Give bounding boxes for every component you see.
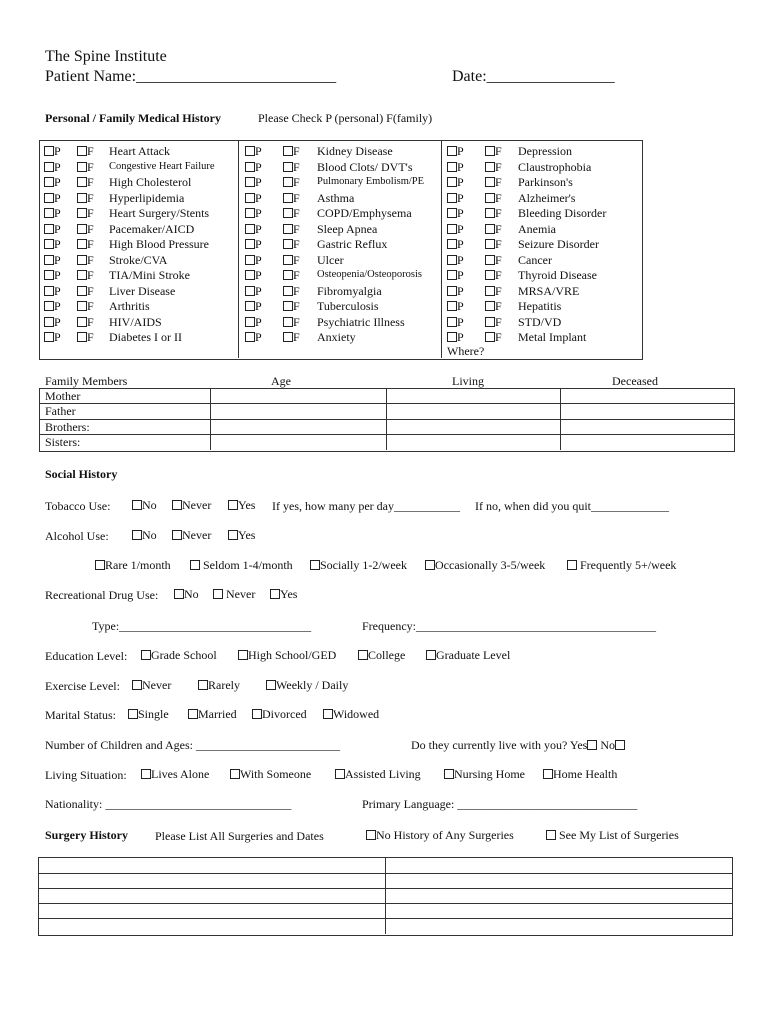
checkbox-icon[interactable] <box>77 332 87 342</box>
condition-label: TIA/Mini Stroke <box>109 268 190 282</box>
checkbox-icon[interactable] <box>485 146 495 156</box>
personal-checkbox[interactable]: P <box>44 175 61 190</box>
family-checkbox[interactable]: F <box>283 206 300 221</box>
personal-checkbox[interactable]: P <box>44 237 61 252</box>
checkbox-icon[interactable] <box>44 177 54 187</box>
condition-label: Pacemaker/AICD <box>109 221 195 236</box>
family-checkbox[interactable]: F <box>485 299 502 314</box>
checkbox-icon[interactable] <box>245 146 255 156</box>
checkbox-icon[interactable] <box>77 208 87 218</box>
family-checkbox[interactable]: F <box>77 268 94 283</box>
personal-checkbox[interactable]: P <box>44 160 61 175</box>
personal-checkbox[interactable]: P <box>447 284 464 299</box>
family-row-brothers: Brothers: <box>45 420 90 434</box>
checkbox-icon[interactable] <box>44 301 54 311</box>
checkbox-icon[interactable] <box>283 317 293 327</box>
family-checkbox[interactable]: F <box>283 268 300 283</box>
checkbox-icon[interactable] <box>228 500 238 510</box>
tobacco-quit-field[interactable]: If no, when did you quit_____________ <box>475 499 669 513</box>
family-checkbox[interactable]: F <box>77 253 94 268</box>
exercise-weekly-option[interactable]: Weekly / Daily <box>266 678 348 693</box>
personal-checkbox[interactable]: P <box>44 206 61 221</box>
condition-label: Hyperlipidemia <box>109 190 185 205</box>
family-checkbox[interactable]: F <box>485 144 502 159</box>
institute-name: The Spine Institute <box>45 48 167 65</box>
marital-divorced-option[interactable]: Divorced <box>252 707 307 722</box>
personal-checkbox[interactable]: P <box>245 330 262 345</box>
drug-yes-option[interactable]: Yes <box>270 587 297 602</box>
checkbox-icon[interactable] <box>283 332 293 342</box>
checkbox-icon[interactable] <box>447 193 457 203</box>
checkbox-icon[interactable] <box>447 255 457 265</box>
condition-label: Liver Disease <box>109 283 176 298</box>
personal-checkbox[interactable]: P <box>245 160 262 175</box>
family-checkbox[interactable]: F <box>77 222 94 237</box>
personal-checkbox[interactable]: P <box>447 315 464 330</box>
checkbox-icon[interactable] <box>366 830 376 840</box>
checkbox-icon[interactable] <box>174 589 184 599</box>
condition-label: Hepatitis <box>518 299 562 313</box>
checkbox-icon[interactable] <box>77 193 87 203</box>
personal-checkbox[interactable]: P <box>447 299 464 314</box>
checkbox-icon[interactable] <box>44 193 54 203</box>
checkbox-icon[interactable] <box>283 177 293 187</box>
language-field[interactable]: Primary Language: ______________________________ <box>362 797 638 811</box>
family-checkbox[interactable]: F <box>77 330 94 345</box>
surgery-history-title: Surgery History <box>45 828 128 842</box>
checkbox-icon[interactable] <box>128 709 138 719</box>
personal-checkbox[interactable]: P <box>245 206 262 221</box>
family-row-father: Father <box>45 404 76 418</box>
living-assisted-option[interactable]: Assisted Living <box>335 767 421 782</box>
alcohol-seldom-option[interactable]: Seldom 1-4/month <box>190 558 293 573</box>
checkbox-icon[interactable] <box>283 286 293 296</box>
checkbox-icon[interactable] <box>447 239 457 249</box>
alcohol-yes-option[interactable]: Yes <box>228 528 255 543</box>
medical-history-instructions: Please Check P (personal) F(family) <box>258 111 433 125</box>
checkbox-icon[interactable] <box>266 680 276 690</box>
family-header-living: Living <box>452 374 484 388</box>
condition-label: Psychiatric Illness <box>317 314 405 329</box>
checkbox-icon[interactable] <box>283 162 293 172</box>
checkbox-icon[interactable] <box>447 208 457 218</box>
living-someone-option[interactable]: With Someone <box>230 767 311 782</box>
checkbox-icon[interactable] <box>447 332 457 342</box>
family-checkbox[interactable]: F <box>485 284 502 299</box>
education-label: Education Level: <box>45 649 128 663</box>
family-checkbox[interactable]: F <box>485 175 502 190</box>
education-graduate-option[interactable]: Graduate Level <box>426 648 510 663</box>
checkbox-icon[interactable] <box>77 317 87 327</box>
personal-checkbox[interactable]: P <box>44 268 61 283</box>
checkbox-icon[interactable] <box>245 255 255 265</box>
checkbox-icon[interactable] <box>44 317 54 327</box>
personal-checkbox[interactable]: P <box>447 160 464 175</box>
checkbox-icon[interactable] <box>485 224 495 234</box>
personal-checkbox[interactable]: P <box>44 222 61 237</box>
marital-label: Marital Status: <box>45 708 116 722</box>
checkbox-icon[interactable] <box>270 589 280 599</box>
personal-checkbox[interactable]: P <box>245 315 262 330</box>
condition-label: MRSA/VRE <box>518 283 580 298</box>
checkbox-icon[interactable] <box>426 650 436 660</box>
children-field[interactable]: Number of Children and Ages: ________________________ <box>45 738 340 752</box>
personal-checkbox[interactable]: P <box>44 299 61 314</box>
checkbox-icon[interactable] <box>132 500 142 510</box>
family-checkbox[interactable]: F <box>283 191 300 206</box>
family-checkbox[interactable]: F <box>77 144 94 159</box>
checkbox-icon[interactable] <box>44 332 54 342</box>
medical-history-title: Personal / Family Medical History <box>45 111 221 125</box>
personal-checkbox[interactable]: P <box>447 222 464 237</box>
checkbox-icon[interactable] <box>190 560 200 570</box>
condition-label: Heart Attack <box>109 144 170 158</box>
personal-checkbox[interactable]: P <box>447 144 464 159</box>
family-checkbox[interactable]: F <box>77 284 94 299</box>
checkbox-icon[interactable] <box>77 286 87 296</box>
family-checkbox[interactable]: F <box>283 175 300 190</box>
checkbox-icon[interactable] <box>447 286 457 296</box>
condition-label: COPD/Emphysema <box>317 206 412 220</box>
family-header-age: Age <box>271 374 291 388</box>
condition-label: Stroke/CVA <box>109 252 168 267</box>
condition-label: Arthritis <box>109 299 150 313</box>
condition-label: Thyroid Disease <box>518 268 597 282</box>
condition-label: Gastric Reflux <box>317 237 388 251</box>
alcohol-occasionally-option[interactable]: Occasionally 3-5/week <box>425 558 545 573</box>
condition-label: Bleeding Disorder <box>518 206 607 220</box>
personal-checkbox[interactable]: P <box>447 175 464 190</box>
checkbox-icon[interactable] <box>485 193 495 203</box>
checkbox-icon[interactable] <box>95 560 105 570</box>
condition-label: Diabetes I or II <box>109 330 182 344</box>
alcohol-never-option[interactable]: Never <box>172 528 211 543</box>
family-checkbox[interactable]: F <box>77 160 94 175</box>
checkbox-icon[interactable] <box>615 740 625 750</box>
tobacco-yes-option[interactable]: Yes <box>228 498 255 513</box>
checkbox-icon[interactable] <box>283 239 293 249</box>
checkbox-icon[interactable] <box>425 560 435 570</box>
checkbox-icon[interactable] <box>485 270 495 280</box>
nationality-field[interactable]: Nationality: _______________________________ <box>45 797 292 811</box>
condition-label: Parkinson's <box>518 175 573 189</box>
checkbox-icon[interactable] <box>447 301 457 311</box>
family-checkbox[interactable]: F <box>283 315 300 330</box>
education-grade-option[interactable]: Grade School <box>141 648 217 663</box>
condition-label: High Blood Pressure <box>109 237 209 251</box>
checkbox-icon[interactable] <box>245 162 255 172</box>
checkbox-icon[interactable] <box>77 255 87 265</box>
condition-label: Ulcer <box>317 252 344 267</box>
personal-checkbox[interactable]: P <box>447 191 464 206</box>
family-checkbox[interactable]: F <box>485 160 502 175</box>
family-checkbox[interactable]: F <box>485 268 502 283</box>
checkbox-icon[interactable] <box>485 162 495 172</box>
checkbox-icon[interactable] <box>188 709 198 719</box>
checkbox-icon[interactable] <box>77 162 87 172</box>
personal-checkbox[interactable]: P <box>447 206 464 221</box>
checkbox-icon[interactable] <box>44 270 54 280</box>
family-checkbox[interactable]: F <box>77 315 94 330</box>
personal-checkbox[interactable]: P <box>245 175 262 190</box>
checkbox-icon[interactable] <box>283 208 293 218</box>
condition-label: HIV/AIDS <box>109 314 162 329</box>
drug-never-option[interactable]: Never <box>213 587 255 602</box>
alcohol-frequently-option[interactable]: Frequently 5+/week <box>567 558 676 573</box>
alcohol-no-option[interactable]: No <box>132 528 157 543</box>
living-alone-option[interactable]: Lives Alone <box>141 767 209 782</box>
checkbox-icon[interactable] <box>283 224 293 234</box>
checkbox-icon[interactable] <box>77 177 87 187</box>
live-with-label: Do they currently live with you? Yes No <box>411 738 625 753</box>
checkbox-icon[interactable] <box>587 740 597 750</box>
checkbox-icon[interactable] <box>485 317 495 327</box>
personal-checkbox[interactable]: P <box>245 237 262 252</box>
alcohol-socially-option[interactable]: Socially 1-2/week <box>310 558 407 573</box>
checkbox-icon[interactable] <box>283 146 293 156</box>
condition-label: Anemia <box>518 221 556 236</box>
family-row-mother: Mother <box>45 389 81 403</box>
personal-checkbox[interactable]: P <box>245 253 262 268</box>
checkbox-icon[interactable] <box>44 162 54 172</box>
checkbox-icon[interactable] <box>44 286 54 296</box>
checkbox-icon[interactable] <box>447 162 457 172</box>
checkbox-icon[interactable] <box>252 709 262 719</box>
checkbox-icon[interactable] <box>546 830 556 840</box>
checkbox-icon[interactable] <box>447 224 457 234</box>
personal-checkbox[interactable]: P <box>245 222 262 237</box>
checkbox-icon[interactable] <box>245 177 255 187</box>
condition-label: High Cholesterol <box>109 175 192 189</box>
drug-label: Recreational Drug Use: <box>45 588 159 602</box>
condition-label: Tuberculosis <box>317 299 379 313</box>
family-checkbox[interactable]: F <box>77 237 94 252</box>
checkbox-icon[interactable] <box>283 193 293 203</box>
family-checkbox[interactable]: F <box>283 299 300 314</box>
checkbox-icon[interactable] <box>44 239 54 249</box>
drug-type-field[interactable]: Type:________________________________ <box>92 619 312 633</box>
checkbox-icon[interactable] <box>44 146 54 156</box>
checkbox-icon[interactable] <box>238 650 248 660</box>
checkbox-icon[interactable] <box>77 270 87 280</box>
checkbox-icon[interactable] <box>44 255 54 265</box>
family-checkbox[interactable]: F <box>485 330 502 345</box>
marital-married-option[interactable]: Married <box>188 707 237 722</box>
checkbox-icon[interactable] <box>485 301 495 311</box>
exercise-rarely-option[interactable]: Rarely <box>198 678 240 693</box>
checkbox-icon[interactable] <box>172 530 182 540</box>
social-history-title: Social History <box>45 467 118 481</box>
checkbox-icon[interactable] <box>543 769 553 779</box>
checkbox-icon[interactable] <box>485 239 495 249</box>
living-label: Living Situation: <box>45 768 127 782</box>
checkbox-icon[interactable] <box>447 146 457 156</box>
personal-checkbox[interactable]: P <box>447 268 464 283</box>
condition-label: Metal Implant <box>518 330 587 344</box>
checkbox-icon[interactable] <box>245 239 255 249</box>
checkbox-icon[interactable] <box>245 301 255 311</box>
checkbox-icon[interactable] <box>77 301 87 311</box>
family-row-sisters: Sisters: <box>45 435 81 449</box>
checkbox-icon[interactable] <box>358 650 368 660</box>
personal-checkbox[interactable]: P <box>447 330 464 345</box>
personal-checkbox[interactable]: P <box>44 284 61 299</box>
checkbox-icon[interactable] <box>141 769 151 779</box>
checkbox-icon[interactable] <box>444 769 454 779</box>
checkbox-icon[interactable] <box>485 332 495 342</box>
family-checkbox[interactable]: F <box>283 253 300 268</box>
date-field[interactable]: Date:________________ <box>452 68 615 85</box>
personal-checkbox[interactable]: P <box>44 253 61 268</box>
tobacco-no-option[interactable]: No <box>132 498 157 513</box>
family-checkbox[interactable]: F <box>485 191 502 206</box>
family-checkbox[interactable]: F <box>283 222 300 237</box>
condition-label: Cancer <box>518 252 552 267</box>
family-checkbox[interactable]: F <box>283 160 300 175</box>
checkbox-icon[interactable] <box>283 301 293 311</box>
checkbox-icon[interactable] <box>230 769 240 779</box>
condition-label: Heart Surgery/Stents <box>109 206 210 220</box>
tobacco-never-option[interactable]: Never <box>172 498 211 513</box>
personal-checkbox[interactable]: P <box>44 144 61 159</box>
checkbox-icon[interactable] <box>228 530 238 540</box>
tobacco-label: Tobacco Use: <box>45 499 111 513</box>
checkbox-icon[interactable] <box>245 193 255 203</box>
checkbox-icon[interactable] <box>245 270 255 280</box>
checkbox-icon[interactable] <box>141 650 151 660</box>
personal-checkbox[interactable]: P <box>245 299 262 314</box>
marital-single-option[interactable]: Single <box>128 707 169 722</box>
personal-checkbox[interactable]: P <box>245 284 262 299</box>
family-checkbox[interactable]: F <box>283 330 300 345</box>
education-highschool-option[interactable]: High School/GED <box>238 648 336 663</box>
drug-frequency-field[interactable]: Frequency:________________________________________ <box>362 619 656 633</box>
condition-label: Depression <box>518 144 572 158</box>
checkbox-icon[interactable] <box>447 177 457 187</box>
family-checkbox[interactable]: F <box>283 284 300 299</box>
checkbox-icon[interactable] <box>44 224 54 234</box>
checkbox-icon[interactable] <box>132 680 142 690</box>
personal-checkbox[interactable]: P <box>44 330 61 345</box>
family-checkbox[interactable]: F <box>77 175 94 190</box>
checkbox-icon[interactable] <box>245 317 255 327</box>
living-nursing-option[interactable]: Nursing Home <box>444 767 525 782</box>
family-checkbox[interactable]: F <box>283 144 300 159</box>
condition-label: Fibromyalgia <box>317 283 382 298</box>
checkbox-icon[interactable] <box>485 286 495 296</box>
exercise-label: Exercise Level: <box>45 679 120 693</box>
checkbox-icon[interactable] <box>245 208 255 218</box>
personal-checkbox[interactable]: P <box>447 237 464 252</box>
personal-checkbox[interactable]: P <box>245 191 262 206</box>
tobacco-per-day-field[interactable]: If yes, how many per day___________ <box>272 499 460 513</box>
condition-label: Congestive Heart Failure <box>109 160 215 172</box>
surgery-see-list-option[interactable]: See My List of Surgeries <box>546 828 679 843</box>
checkbox-icon[interactable] <box>245 332 255 342</box>
checkbox-icon[interactable] <box>485 255 495 265</box>
living-homehealth-option[interactable]: Home Health <box>543 767 617 782</box>
family-checkbox[interactable]: F <box>485 315 502 330</box>
checkbox-icon[interactable] <box>447 270 457 280</box>
checkbox-icon[interactable] <box>77 224 87 234</box>
condition-label: Seizure Disorder <box>518 237 599 251</box>
surgery-instructions: Please List All Surgeries and Dates <box>155 829 324 843</box>
family-header-members: Family Members <box>45 374 128 388</box>
family-table <box>39 388 735 452</box>
checkbox-icon[interactable] <box>283 270 293 280</box>
checkbox-icon[interactable] <box>485 177 495 187</box>
checkbox-icon[interactable] <box>77 239 87 249</box>
checkbox-icon[interactable] <box>198 680 208 690</box>
condition-label: Osteopenia/Osteoporosis <box>317 269 422 280</box>
education-college-option[interactable]: College <box>358 648 405 663</box>
family-checkbox[interactable]: F <box>77 191 94 206</box>
family-checkbox[interactable]: F <box>485 237 502 252</box>
condition-label: Kidney Disease <box>317 144 393 158</box>
checkbox-icon[interactable] <box>323 709 333 719</box>
patient-name-field[interactable]: Patient Name:_________________________ <box>45 68 337 85</box>
checkbox-icon[interactable] <box>245 286 255 296</box>
condition-label: Blood Clots/ DVT's <box>317 159 413 174</box>
marital-widowed-option[interactable]: Widowed <box>323 707 379 722</box>
drug-no-option[interactable]: No <box>174 587 199 602</box>
checkbox-icon[interactable] <box>44 208 54 218</box>
personal-checkbox[interactable]: P <box>245 144 262 159</box>
personal-checkbox[interactable]: P <box>44 315 61 330</box>
checkbox-icon[interactable] <box>283 255 293 265</box>
checkbox-icon[interactable] <box>172 500 182 510</box>
exercise-never-option[interactable]: Never <box>132 678 171 693</box>
checkbox-icon[interactable] <box>245 224 255 234</box>
alcohol-rare-option[interactable]: Rare 1/month <box>95 558 171 573</box>
family-checkbox[interactable]: F <box>77 206 94 221</box>
condition-label: Sleep Apnea <box>317 221 378 236</box>
checkbox-icon[interactable] <box>132 530 142 540</box>
where-label: Where? <box>447 344 485 358</box>
alcohol-label: Alcohol Use: <box>45 529 109 543</box>
condition-label: Pulmonary Embolism/PE <box>317 176 425 187</box>
checkbox-icon[interactable] <box>310 560 320 570</box>
condition-label: Alzheimer's <box>518 190 576 205</box>
surgery-none-option[interactable]: No History of Any Surgeries <box>366 828 514 843</box>
personal-checkbox[interactable]: P <box>44 191 61 206</box>
checkbox-icon[interactable] <box>335 769 345 779</box>
family-checkbox[interactable]: F <box>485 206 502 221</box>
family-header-deceased: Deceased <box>612 374 658 388</box>
condition-label: Claustrophobia <box>518 159 592 174</box>
checkbox-icon[interactable] <box>485 208 495 218</box>
checkbox-icon[interactable] <box>213 589 223 599</box>
personal-checkbox[interactable]: P <box>447 253 464 268</box>
checkbox-icon[interactable] <box>567 560 577 570</box>
condition-label: Asthma <box>317 190 355 205</box>
checkbox-icon[interactable] <box>447 317 457 327</box>
personal-checkbox[interactable]: P <box>245 268 262 283</box>
condition-label: STD/VD <box>518 314 562 329</box>
family-checkbox[interactable]: F <box>283 237 300 252</box>
condition-label: Anxiety <box>317 330 356 344</box>
family-checkbox[interactable]: F <box>485 253 502 268</box>
family-checkbox[interactable]: F <box>77 299 94 314</box>
family-checkbox[interactable]: F <box>485 222 502 237</box>
checkbox-icon[interactable] <box>77 146 87 156</box>
